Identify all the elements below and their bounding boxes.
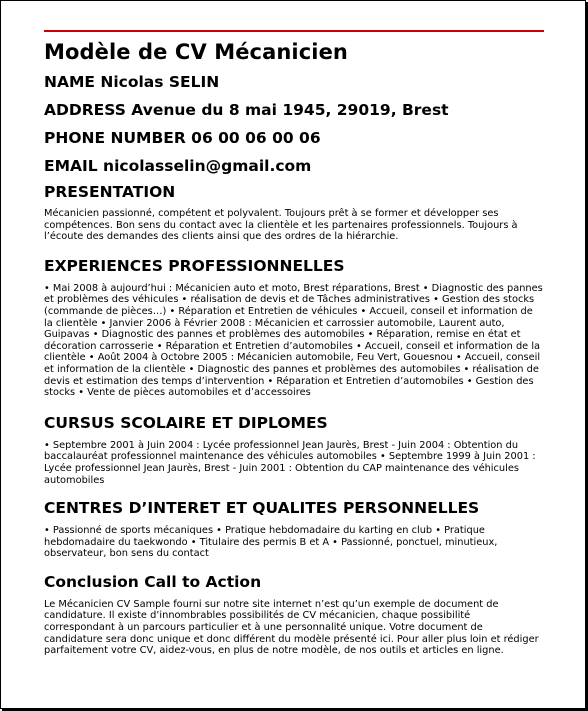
- section-centres-interet: [44, 498, 544, 560]
- experiences-text: • Mai 2008 à aujourd’hui : Mécanicien auto et moto, Brest réparations, Brest • Diagnostic des pannes et problèmes des véhicules • réalisation de devis et de Tâches administratives • Gestion des stocks (commande de pièces…) • Réparation et Entretien de véhicules • Accueil, conseil et information de la clientèle • Janvier 2006 à Février 2008 : Mécanicien et carrossier automobile, Laurent auto, Guipavas • Diagnostic des pannes et problèmes des automobiles • Réparation, remise en état et décoration carrosserie • Réparation et Entretien d’automobiles • Accueil, conseil et information de la clientèle • Août 2004 à Octobre 2005 : Mécanicien automobile, Feu Vert, Gouesnou • Accueil, conseil et information de la clientèle • Diagnostic des pannes et problèmes des automobiles • réalisation de devis et estimation des temps d’intervention • Réparation et Entretien d’automobiles • Gestion des stocks • Vente de pièces automobiles et d’accessoires: [44, 282, 543, 399]
- section-cursus: [44, 413, 544, 486]
- contact-name: NAME Nicolas SELIN: [44, 73, 220, 91]
- contact-phone: PHONE NUMBER 06 00 06 00 06: [44, 129, 321, 147]
- section-conclusion: [44, 572, 544, 657]
- conclusion-text: Le Mécanicien CV Sample fourni sur notre site internet n’est qu’un exemple de document de candidature. Il existe d’innombrables possibilités de CV mécanicien, chaque possibilité correspondant à un parcours particulier et à une personnalité unique. Votre document de candidature sera donc unique et donc différent du modèle présenté ici. Pour aller plus loin et rédiger parfaitement votre CV, aidez-vous, en plus de notre modèle, de nos outils et articles en ligne.: [44, 598, 539, 657]
- centres-text: • Passionné de sports mécaniques • Pratique hebdomadaire du karting en club • Pratique hebdomadaire du taekwondo • Titulaire des permis B et A • Passionné, ponctuel, minutieux, observateur, bon sens du contact: [44, 525, 498, 560]
- section-experiences: [44, 256, 544, 399]
- contact-address: ADDRESS Avenue du 8 mai 1945, 29019, Brest: [44, 101, 449, 119]
- cv-title: Modèle de CV Mécanicien: [44, 40, 348, 64]
- title-accent-line: [44, 30, 544, 32]
- section-heading-centres: CENTRES D’INTERET ET QUALITES PERSONNELLES: [44, 499, 480, 518]
- presentation-text: Mécanicien passionné, compétent et polyvalent. Toujours prêt à se former et développer ses compétences. Bon sens du contact avec la clientèle et les partenaires professionnels. Toujours à l’écoute des demandes des clients ainsi que des ordres de la hiérarchie.: [44, 208, 518, 243]
- section-heading-experiences: EXPERIENCES PROFESSIONNELLES: [44, 256, 345, 275]
- cv-content: [44, 38, 544, 657]
- contact-email: EMAIL nicolasselin@gmail.com: [44, 157, 312, 175]
- section-heading-cursus: CURSUS SCOLAIRE ET DIPLOMES: [44, 413, 328, 432]
- cursus-text: • Septembre 2001 à Juin 2004 : Lycée professionnel Jean Jaurès, Brest - Juin 2004 : Obtention du baccalauréat professionnel maintenance des véhicules automobiles • Septembre 1999 à Juin 2001 : Lycée professionnel Jean Jaurès, Brest - Juin 2001 : Obtention du CAP maintenance des véhicules automobiles: [44, 439, 536, 486]
- section-presentation: [44, 182, 544, 243]
- section-heading-presentation: PRESENTATION: [44, 183, 176, 201]
- section-heading-conclusion: Conclusion Call to Action: [44, 572, 262, 591]
